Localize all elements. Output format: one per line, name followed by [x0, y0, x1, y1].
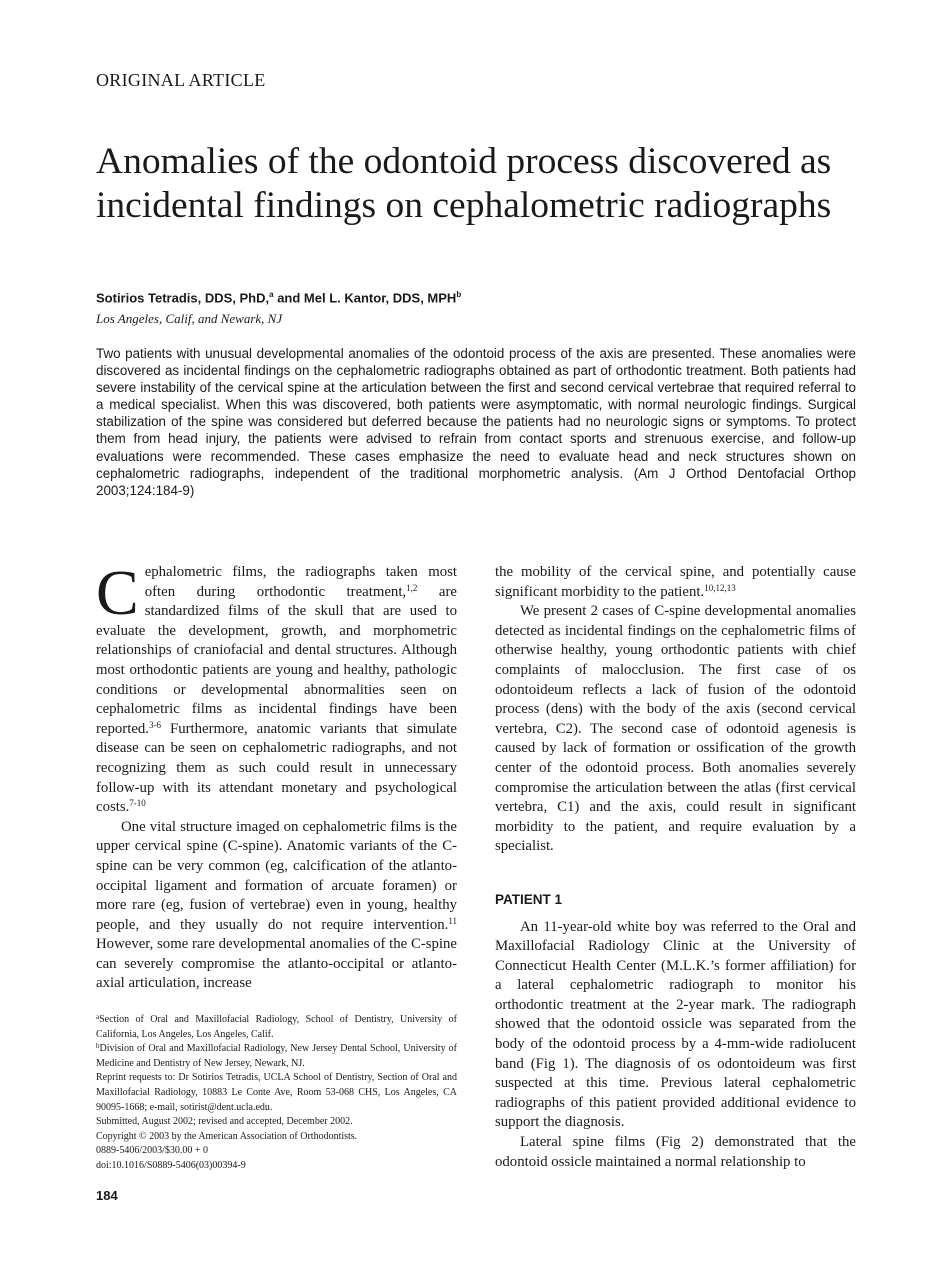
article-title: Anomalies of the odontoid process discovered as incidental findings on cephalometric radiographs	[96, 141, 832, 226]
body-column-left	[96, 557, 457, 994]
author-line	[96, 290, 461, 305]
footnote-affiliation-b	[96, 1042, 457, 1071]
drop-cap: C	[96, 557, 139, 628]
p2-text-2: However, some rare developmental anomalies of the C-spine can severely compromise the atlanto-occipital or atlanto-axial articulation, increase	[96, 936, 457, 992]
section-label: ORIGINAL ARTICLE	[96, 70, 266, 90]
p2-text-1: One vital structure imaged on cephalometric films is the upper cervical spine (C-spine). Anatomic variants of the C-spine can be very common (eg, calcification of the atlanto-occipital ligament and formation of arcuate foramen) or more rare (eg, fusion of vertebrae) even in young, healthy people, and they usually do not require intervention.	[96, 818, 457, 933]
p1-text-3: Furthermore, anatomic variants that simulate disease can be seen on cephalometric radiographs, and not recognizing them as such could result in unnecessary follow-up with its attendant monetary and psychological costs.	[96, 720, 457, 816]
footnote-mark-b: b	[96, 1042, 100, 1051]
footnote-affiliation-a	[96, 1013, 457, 1042]
p1-text-2: are standardized films of the skull that are used to evaluate the development, growth, and morphometric relationships of craniofacial and dental structures. Although most orthodontic patients are young and healthy, pathologic conditions or developmental abnormalities seen on cephalometric films as incidental findings have been reported.	[96, 583, 457, 737]
citation-ref: 3-6	[149, 719, 161, 730]
footnote-submitted: Submitted, August 2002; revised and accepted, December 2002.	[96, 1116, 353, 1128]
body-paragraph-6: Lateral spine films (Fig 2) demonstrated that the odontoid ossicle maintained a normal relationship to	[495, 1134, 856, 1170]
author-1-name: Sotirios Tetradis, DDS, PhD,	[96, 290, 270, 306]
p1-text-1: ephalometric films, the radiographs taken most often during orthodontic treatment,	[144, 564, 457, 600]
body-paragraph-2	[96, 818, 457, 994]
section-heading-patient-1: PATIENT 1	[495, 891, 563, 907]
author-joiner: and	[273, 290, 304, 306]
footnote-copyright: Copyright © 2003 by the American Association of Orthodontists.	[96, 1130, 358, 1142]
p3-text-1: the mobility of the cervical spine, and potentially cause significant morbidity to the patient.	[495, 564, 856, 600]
author-location: Los Angeles, Calif, and Newark, NJ	[96, 311, 283, 326]
footnote-mark-a: a	[96, 1013, 100, 1021]
footnote-issn: 0889-5406/2003/$30.00 + 0	[96, 1145, 209, 1157]
body-paragraph-4: We present 2 cases of C-spine developmental anomalies detected as incidental findings on the cephalometric films of otherwise healthy, young orthodontic patients with chief complaints of malocclusion. The first case of os odontoideum reflects a lack of fusion of the odontoid process (dens) with the body of the axis (second cervical vertebra, C2). The second case of odontoid agenesis is caused by lack of formation or ossification of the growth center of the odontoid process. Both anomalies severely compromise the articulation between the atlas (first cervical vertebra, C1) and the axis, could result in significant morbidity to the patient, and require evaluation by a specialist.	[495, 603, 856, 855]
author-2-affiliation-mark: b	[456, 290, 462, 299]
footnote-b-text: Division of Oral and Maxillofacial Radiology, New Jersey Dental School, University of Medicine and Dentistry of New Jersey, Newark, NJ.	[96, 1043, 457, 1069]
abstract: Two patients with unusual developmental anomalies of the odontoid process of the axis are presented. These anomalies were discovered as incidental findings on the cephalometric radiographs obtained as part of orthodontic treatment. Both patients had severe instability of the cervical spine at the articulation between the first and second cervical vertebrae that required referral to a medical specialist. When this was discovered, both patients were asymptomatic, with normal neurologic findings. Surgical stabilization of the spine was considered but deferred because the patients had no neurologic signs or symptoms. To protect them from head injury, the patients were advised to refrain from contact sports and strenuous exercise, and follow-up evaluations were recommended. These cases emphasize the need to evaluate head and neck structures shown on cephalometric radiographs, independent of the traditional morphometric analysis. (Am J Orthod Dentofacial Orthop 2003;124:184-9)	[96, 346, 856, 498]
body-paragraph-1	[96, 557, 457, 818]
author-1-affiliation-mark: a	[269, 290, 274, 299]
footnote-a-text: Section of Oral and Maxillofacial Radiology, School of Dentistry, University of California, Los Angeles, Los Angeles, Calif.	[96, 1014, 457, 1040]
citation-ref: 11	[448, 915, 457, 926]
citation-ref: 7-10	[129, 798, 146, 809]
footnotes	[96, 1013, 457, 1174]
footnote-reprint: Reprint requests to: Dr Sotirios Tetradis, UCLA School of Dentistry, Section of Oral and Maxillofacial Radiology, 10883 Le Conte Ave, Room 53-068 CHS, Los Angeles, CA 90095-1668; e-mail, sotirist@dent.ucla.edu.	[96, 1072, 457, 1113]
body-column-right	[495, 563, 856, 1172]
body-paragraph-5: An 11-year-old white boy was referred to the Oral and Maxillofacial Radiology Clinic at the University of Connecticut Health Center (M.L.K.’s former affiliation) for a lateral cephalometric radiograph to monitor his orthodontic treatment at the 2-year mark. The radiograph showed that the odontoid ossicle was separated from the body of the odontoid process by a 4-mm-wide radiolucent band (Fig 1). The diagnosis of os odontoideum was first suspected at this time. Previous lateral cephalometric radiographs of this patient provided additional evidence to support the diagnosis.	[495, 918, 856, 1131]
citation-ref: 1,2	[406, 582, 418, 593]
body-paragraph-3	[495, 563, 856, 602]
footnote-doi: doi:10.1016/S0889-5406(03)00394-9	[96, 1159, 246, 1171]
page-number: 184	[96, 1188, 118, 1203]
citation-ref: 10,12,13	[704, 582, 736, 593]
author-2-name: Mel L. Kantor, DDS, MPH	[303, 290, 457, 306]
